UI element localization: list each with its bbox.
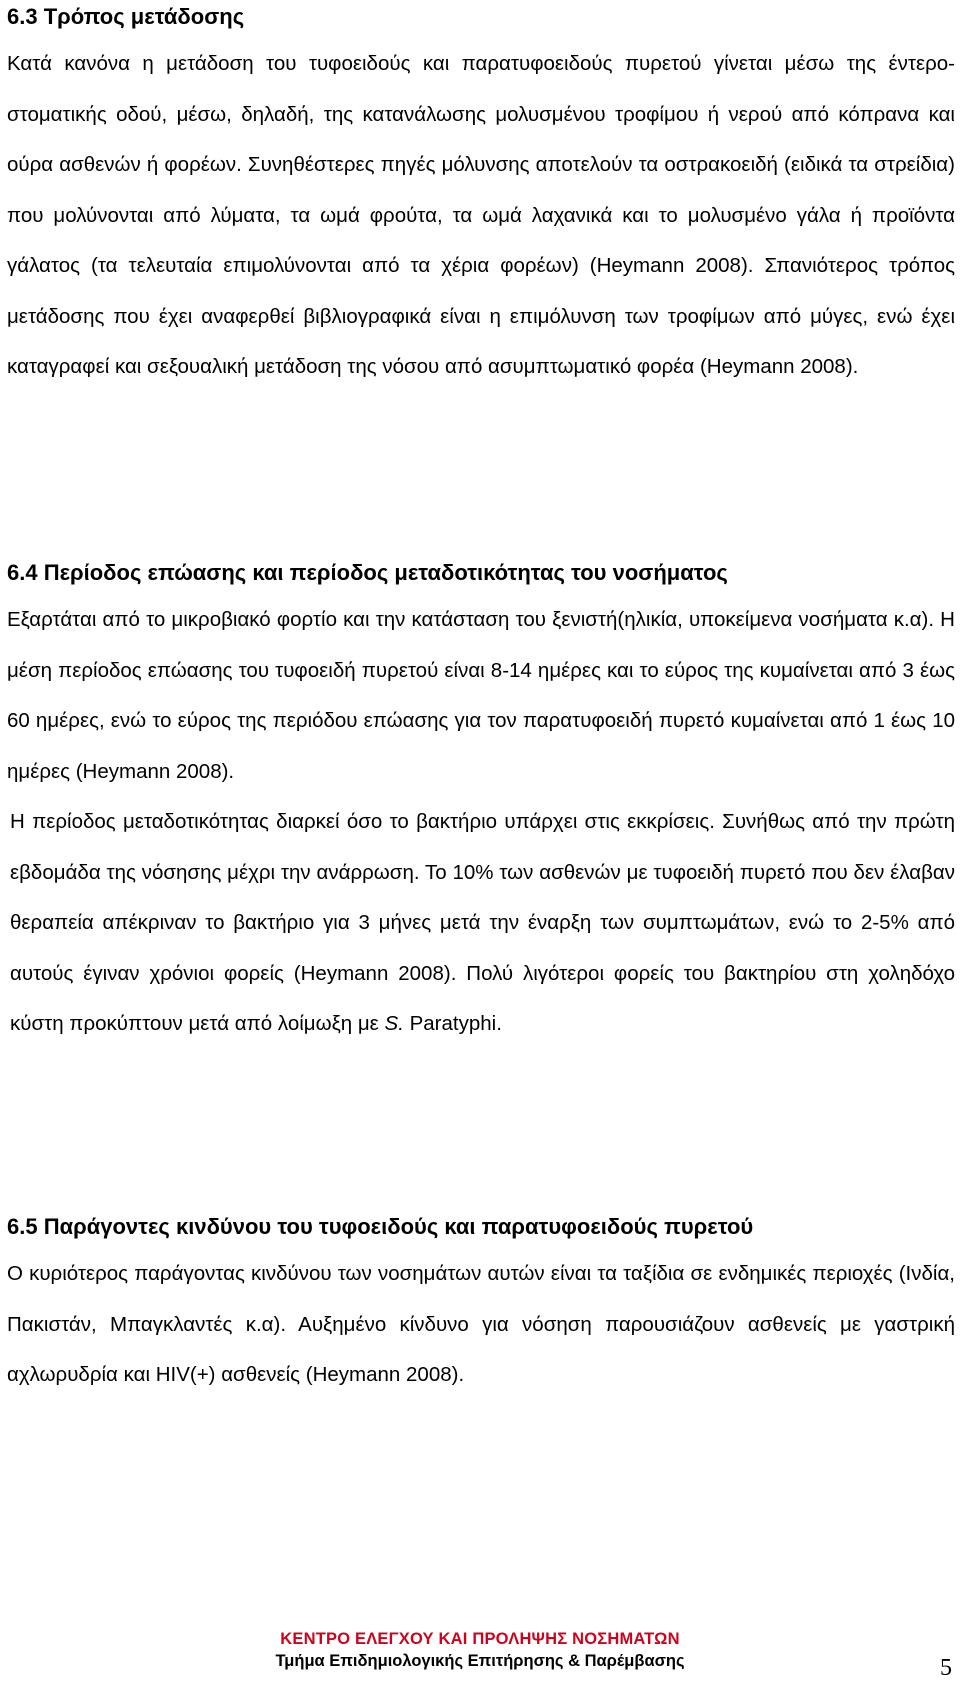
italic-term: S. (384, 1012, 404, 1035)
section-paragraph: Ο κυριότερος παράγοντας κινδύνου των νοσημάτων αυτών είναι τα ταξίδια σε ενδημικές περιοχές (Ινδία, Πακιστάν, Μπαγκλαντές κ.α). Αυξημένο κίνδυνο για νόσηση παρουσιάζουν ασθενείς με γαστρική αχλωρυδρία και HIV(+) ασθενείς (Heymann 2008). (7, 1262, 955, 1386)
footer-organization: ΚΕΝΤΡΟ ΕΛΕΓΧΟΥ ΚΑΙ ΠΡΟΛΗΨΗΣ ΝΟΣΗΜΑΤΩΝ (280, 1630, 680, 1648)
section-transmission (7, 0, 955, 393)
footer-department: Τμήμα Επιδημιολογικής Επιτήρησης & Παρέμβασης (275, 1652, 685, 1670)
section-heading: 6.3 Τρόπος μετάδοσης (7, 4, 245, 29)
section-paragraph (7, 797, 955, 1050)
section-paragraph: Κατά κανόνα η μετάδοση του τυφοειδούς και παρατυφοειδούς πυρετού γίνεται μέσω της έντερο-στοματικής οδού, μέσω, δηλαδή, της κατανάλωσης μολυσμένου τροφίμου ή νερού από κόπρανα και ούρα ασθενών ή φορέων. Συνηθέστερες πηγές μόλυνσης αποτελούν τα οστρακοειδή (ειδικά τα στρείδια) που μολύνονται από λύματα, τα ωμά φρούτα, τα ωμά λαχανικά και το μολυσμένο γάλα ή προϊόντα γάλατος (τα τελευταία επιμολύνονται από τα χέρια φορέων) (Heymann 2008). Σπανιότερος τρόπος μετάδοσης που έχει αναφερθεί βιβλιογραφικά είναι η επιμόλυνση των τροφίμων από μύγες, ενώ έχει καταγραφεί και σεξουαλική μετάδοση της νόσου από ασυμπτωματικό φορέα (Heymann 2008). (7, 52, 955, 378)
section-risk-factors (7, 1210, 955, 1401)
page-footer (0, 1628, 960, 1672)
page-number: 5 (940, 1655, 952, 1681)
section-paragraph: Εξαρτάται από το μικροβιακό φορτίο και την κατάσταση του ξενιστή(ηλικία, υποκείμενα νοσήματα κ.α). Η μέση περίοδος επώασης του τυφοειδή πυρετού είναι 8-14 ημέρες και το εύρος της κυμαίνεται από 3 έως 60 ημέρες, ενώ το εύρος της περιόδου επώασης για τον παρατυφοειδή πυρετό κυμαίνεται από 1 έως 10 ημέρες (Heymann 2008). (7, 608, 955, 783)
closing-term: Paratyphi. (403, 1012, 502, 1035)
section-heading: 6.4 Περίοδος επώασης και περίοδος μεταδοτικότητας του νοσήματος (7, 560, 728, 585)
section-incubation (7, 556, 955, 1050)
paragraph-text: Η περίοδος μεταδοτικότητας διαρκεί όσο το βακτήριο υπάρχει στις εκκρίσεις. Συνήθως από την πρώτη εβδομάδα της νόσησης μέχρι την ανάρρωση. Το 10% των ασθενών με τυφοειδή πυρετό που δεν έλαβαν θεραπεία απέκριναν το βακτήριο για 3 μήνες μετά την έναρξη των συμπτωμάτων, ενώ το 2-5% από αυτούς έγιναν χρόνιοι φορείς (Heymann 2008). Πολύ λιγότεροι φορείς του βακτηρίου στη χοληδόχο κύστη προκύπτουν μετά από λοίμωξη με (10, 810, 955, 1035)
section-heading: 6.5 Παράγοντες κινδύνου του τυφοειδούς και παρατυφοειδούς πυρετού (7, 1214, 754, 1239)
